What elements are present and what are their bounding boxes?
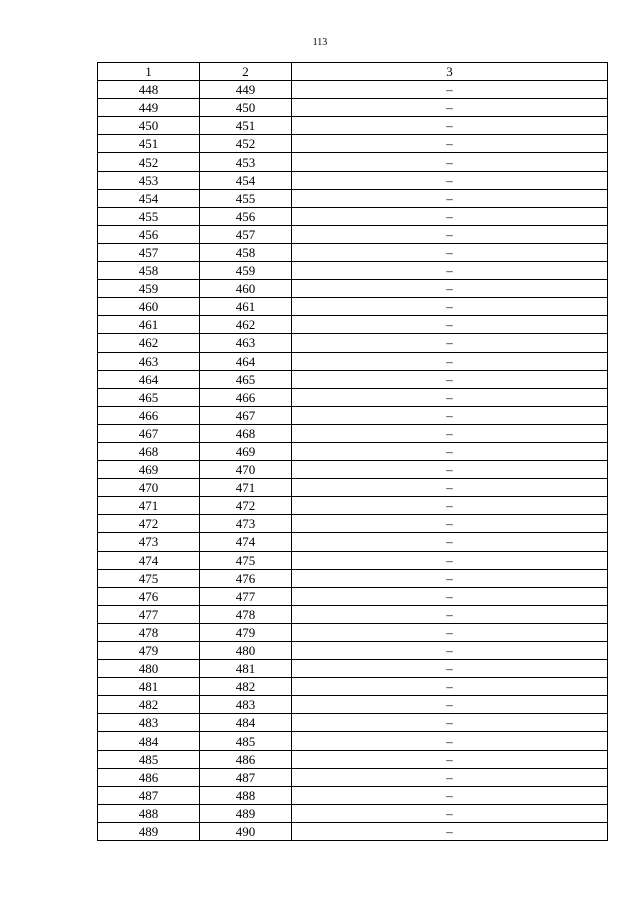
table-cell-col-3: – (292, 822, 608, 840)
column-header-1: 1 (98, 63, 200, 81)
table-cell-col-2: 464 (200, 352, 292, 370)
table-cell-col-2: 465 (200, 370, 292, 388)
table-cell-col-2: 463 (200, 334, 292, 352)
table-cell-col-3: – (292, 370, 608, 388)
table-cell-col-3: – (292, 424, 608, 442)
table-cell-col-2: 466 (200, 388, 292, 406)
table-cell-col-2: 479 (200, 623, 292, 641)
table-cell-col-1: 449 (98, 99, 200, 117)
table-cell-col-3: – (292, 678, 608, 696)
table-cell-col-3: – (292, 804, 608, 822)
table-cell-col-2: 460 (200, 280, 292, 298)
table-cell-col-3: – (292, 316, 608, 334)
table-cell-col-1: 478 (98, 623, 200, 641)
table-cell-col-2: 481 (200, 660, 292, 678)
table-cell-col-2: 488 (200, 786, 292, 804)
table-cell-col-1: 475 (98, 569, 200, 587)
table-row (98, 99, 608, 117)
column-header-2: 2 (200, 63, 292, 81)
table-cell-col-2: 474 (200, 533, 292, 551)
table-cell-col-3: – (292, 696, 608, 714)
table-cell-col-3: – (292, 171, 608, 189)
table-cell-col-3: – (292, 569, 608, 587)
table-cell-col-2: 480 (200, 642, 292, 660)
table-cell-col-1: 474 (98, 551, 200, 569)
table-cell-col-3: – (292, 442, 608, 460)
table-cell-col-3: – (292, 587, 608, 605)
table-row (98, 822, 608, 840)
table-cell-col-1: 473 (98, 533, 200, 551)
table-cell-col-3: – (292, 750, 608, 768)
table-cell-col-2: 477 (200, 587, 292, 605)
table-cell-col-1: 465 (98, 388, 200, 406)
table-cell-col-1: 462 (98, 334, 200, 352)
table-row (98, 696, 608, 714)
table-cell-col-2: 457 (200, 225, 292, 243)
table-cell-col-2: 458 (200, 243, 292, 261)
table-cell-col-2: 486 (200, 750, 292, 768)
table-cell-col-3: – (292, 352, 608, 370)
table-cell-col-3: – (292, 388, 608, 406)
table-cell-col-1: 466 (98, 406, 200, 424)
table-cell-col-2: 485 (200, 732, 292, 750)
table-row (98, 280, 608, 298)
table-cell-col-1: 479 (98, 642, 200, 660)
table-cell-col-2: 473 (200, 515, 292, 533)
data-table (97, 62, 608, 841)
table-row (98, 714, 608, 732)
table-cell-col-3: – (292, 551, 608, 569)
table-cell-col-2: 470 (200, 461, 292, 479)
table-cell-col-1: 461 (98, 316, 200, 334)
table-row (98, 442, 608, 460)
table-row (98, 569, 608, 587)
table-row (98, 352, 608, 370)
table-cell-col-3: – (292, 243, 608, 261)
table-row (98, 786, 608, 804)
table-cell-col-2: 471 (200, 479, 292, 497)
table-cell-col-3: – (292, 497, 608, 515)
table-row (98, 189, 608, 207)
table-cell-col-1: 471 (98, 497, 200, 515)
table-cell-col-1: 470 (98, 479, 200, 497)
table-cell-col-1: 484 (98, 732, 200, 750)
table-cell-col-3: – (292, 406, 608, 424)
table-cell-col-1: 460 (98, 298, 200, 316)
table-cell-col-2: 453 (200, 153, 292, 171)
table-row (98, 533, 608, 551)
table-cell-col-1: 448 (98, 81, 200, 99)
table-cell-col-2: 455 (200, 189, 292, 207)
table-cell-col-1: 458 (98, 262, 200, 280)
table-cell-col-3: – (292, 515, 608, 533)
table-cell-col-3: – (292, 479, 608, 497)
table-cell-col-2: 462 (200, 316, 292, 334)
table-cell-col-3: – (292, 605, 608, 623)
table-cell-col-2: 469 (200, 442, 292, 460)
table-cell-col-1: 487 (98, 786, 200, 804)
page-number: 113 (312, 37, 328, 48)
table-cell-col-1: 488 (98, 804, 200, 822)
table-row (98, 81, 608, 99)
table-cell-col-1: 464 (98, 370, 200, 388)
table-row (98, 750, 608, 768)
table-row (98, 461, 608, 479)
table-cell-col-2: 489 (200, 804, 292, 822)
table-cell-col-3: – (292, 642, 608, 660)
table-cell-col-2: 450 (200, 99, 292, 117)
table-cell-col-1: 469 (98, 461, 200, 479)
table-cell-col-1: 468 (98, 442, 200, 460)
table-cell-col-3: – (292, 135, 608, 153)
table-cell-col-3: – (292, 262, 608, 280)
table-row (98, 515, 608, 533)
table-row (98, 225, 608, 243)
table-row (98, 642, 608, 660)
table-row (98, 424, 608, 442)
table-row (98, 479, 608, 497)
table-cell-col-1: 476 (98, 587, 200, 605)
table-row (98, 370, 608, 388)
table-row (98, 171, 608, 189)
table-cell-col-2: 456 (200, 207, 292, 225)
table-cell-col-3: – (292, 786, 608, 804)
table-cell-col-1: 481 (98, 678, 200, 696)
table-cell-col-2: 467 (200, 406, 292, 424)
table-body (98, 81, 608, 841)
table-cell-col-3: – (292, 81, 608, 99)
table-cell-col-3: – (292, 99, 608, 117)
table-cell-col-1: 451 (98, 135, 200, 153)
header-row (98, 63, 608, 81)
table-row (98, 605, 608, 623)
table-cell-col-1: 467 (98, 424, 200, 442)
table-row (98, 660, 608, 678)
table-row (98, 117, 608, 135)
table-cell-col-3: – (292, 461, 608, 479)
table-cell-col-1: 483 (98, 714, 200, 732)
table-cell-col-2: 461 (200, 298, 292, 316)
table-row (98, 497, 608, 515)
table-row (98, 587, 608, 605)
table-cell-col-3: – (292, 225, 608, 243)
table-cell-col-3: – (292, 660, 608, 678)
table-cell-col-1: 463 (98, 352, 200, 370)
table-cell-col-3: – (292, 714, 608, 732)
table-cell-col-2: 482 (200, 678, 292, 696)
table-cell-col-3: – (292, 732, 608, 750)
table-row (98, 388, 608, 406)
table-row (98, 551, 608, 569)
table-cell-col-1: 482 (98, 696, 200, 714)
table-cell-col-1: 456 (98, 225, 200, 243)
table-cell-col-2: 484 (200, 714, 292, 732)
table-row (98, 732, 608, 750)
table-cell-col-1: 453 (98, 171, 200, 189)
table-cell-col-1: 450 (98, 117, 200, 135)
table-row (98, 135, 608, 153)
table-cell-col-2: 454 (200, 171, 292, 189)
table-header (98, 63, 608, 81)
table-cell-col-1: 455 (98, 207, 200, 225)
table-cell-col-1: 485 (98, 750, 200, 768)
table-cell-col-1: 452 (98, 153, 200, 171)
table-cell-col-2: 476 (200, 569, 292, 587)
table-cell-col-2: 451 (200, 117, 292, 135)
table-row (98, 153, 608, 171)
table-cell-col-1: 477 (98, 605, 200, 623)
table-cell-col-1: 454 (98, 189, 200, 207)
table-row (98, 334, 608, 352)
table-cell-col-2: 483 (200, 696, 292, 714)
table-row (98, 768, 608, 786)
table-cell-col-3: – (292, 189, 608, 207)
table-row (98, 406, 608, 424)
table-cell-col-3: – (292, 153, 608, 171)
table-cell-col-2: 459 (200, 262, 292, 280)
table-cell-col-2: 478 (200, 605, 292, 623)
table-cell-col-3: – (292, 768, 608, 786)
table-cell-col-2: 452 (200, 135, 292, 153)
table-cell-col-3: – (292, 298, 608, 316)
table-cell-col-2: 487 (200, 768, 292, 786)
table-row (98, 298, 608, 316)
table-row (98, 804, 608, 822)
table-cell-col-3: – (292, 207, 608, 225)
table-row (98, 623, 608, 641)
table-row (98, 243, 608, 261)
table-cell-col-2: 475 (200, 551, 292, 569)
table-cell-col-3: – (292, 280, 608, 298)
table-cell-col-1: 486 (98, 768, 200, 786)
table-cell-col-1: 480 (98, 660, 200, 678)
table-cell-col-1: 457 (98, 243, 200, 261)
table-cell-col-3: – (292, 117, 608, 135)
table-row (98, 316, 608, 334)
table-row (98, 678, 608, 696)
table-cell-col-1: 459 (98, 280, 200, 298)
table-cell-col-1: 472 (98, 515, 200, 533)
table-cell-col-3: – (292, 334, 608, 352)
table-cell-col-3: – (292, 533, 608, 551)
table-cell-col-2: 468 (200, 424, 292, 442)
table-row (98, 207, 608, 225)
table-cell-col-2: 490 (200, 822, 292, 840)
table-row (98, 262, 608, 280)
table-cell-col-3: – (292, 623, 608, 641)
table-cell-col-2: 449 (200, 81, 292, 99)
table-cell-col-2: 472 (200, 497, 292, 515)
column-header-3: 3 (292, 63, 608, 81)
table-cell-col-1: 489 (98, 822, 200, 840)
